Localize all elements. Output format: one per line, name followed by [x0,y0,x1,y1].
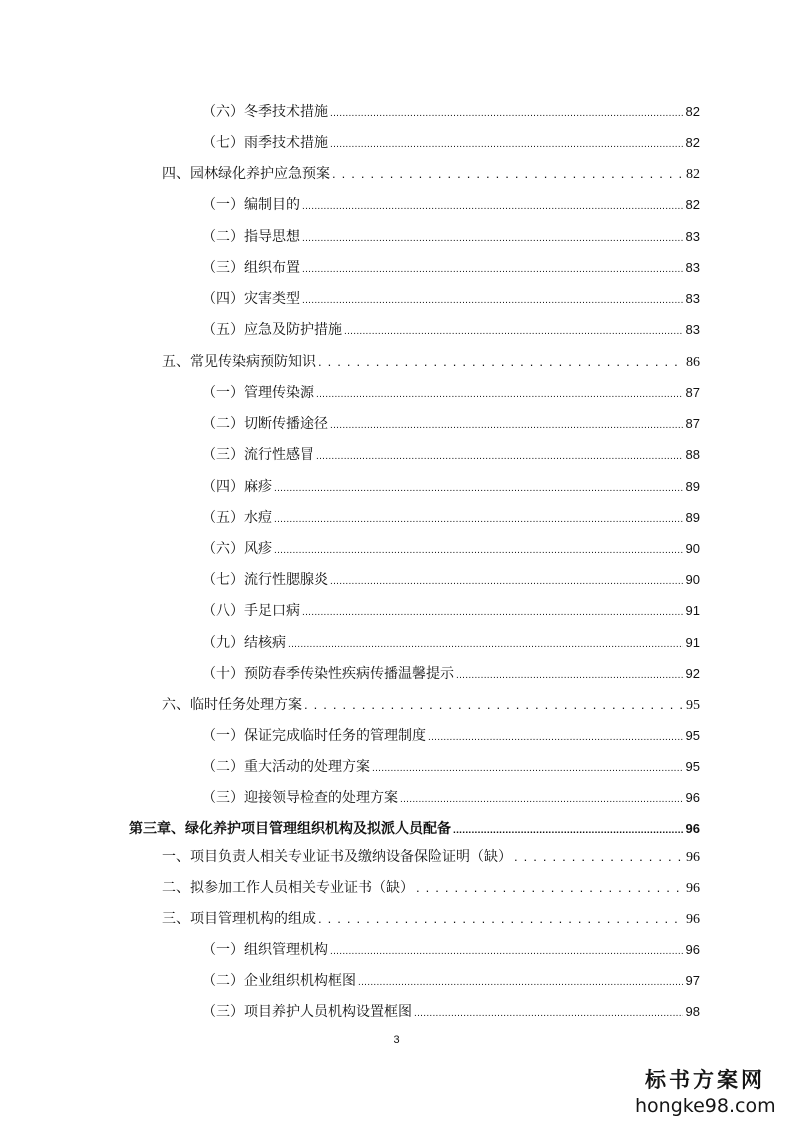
dot-leader [330,412,683,437]
toc-entry-number: 五、 [162,354,190,370]
toc-entry-page: 95 [686,698,700,713]
toc-entry[interactable] [202,755,700,777]
dot-leader [456,662,683,687]
dot-leader [302,225,683,250]
toc-entry[interactable] [202,1000,700,1022]
toc-entry[interactable] [202,662,700,684]
toc-entry-title: 拟参加工作人员相关专业证书（缺） [190,880,414,896]
toc-entry[interactable] [162,907,700,929]
toc-entry-title: 风疹 [244,541,272,557]
toc-entry-title: 临时任务处理方案 [190,697,302,713]
toc-entry-page: 90 [685,541,700,556]
toc-entry-number: （三） [202,790,244,806]
toc-entry[interactable] [202,475,700,497]
toc-entry-number: 三、 [162,911,190,927]
toc-entry-page: 88 [685,447,700,462]
toc-entry-page: 89 [685,510,700,525]
dot-leader [416,876,683,899]
toc-entry[interactable] [162,350,700,372]
dot-leader [274,537,683,562]
toc-entry-title: 结核病 [244,635,286,651]
toc-entry-number: （一） [202,728,244,744]
toc-entry-title: 应急及防护措施 [244,322,342,338]
watermark-logo [635,1068,775,1118]
toc-entry-title: 企业组织机构框图 [244,973,356,989]
toc-entry[interactable] [202,537,700,559]
toc-entry-page: 96 [685,790,700,805]
toc-entry-title: 第三章、绿化养护项目管理组织机构及拟派人员配备 [129,821,451,837]
toc-entry-number: 二、 [162,880,190,896]
toc-entry[interactable] [202,938,700,960]
toc-entry-page: 92 [685,666,700,681]
dot-leader [330,568,683,593]
toc-entry-title: 编制目的 [244,197,300,213]
dot-leader [302,287,683,312]
toc-entry-title: 流行性感冒 [244,447,314,463]
toc-entry-page: 95 [685,728,700,743]
toc-entry-title: 管理传染源 [244,385,314,401]
toc-entry-number: （一） [202,385,244,401]
dot-leader [274,506,683,531]
toc-entry[interactable] [202,381,700,403]
toc-entry-page: 96 [686,912,700,927]
toc-entry-title: 组织布置 [244,260,300,276]
toc-entry-number: （三） [202,260,244,276]
toc-entry-page: 87 [685,385,700,400]
toc-entry-page: 97 [685,973,700,988]
dot-leader [330,938,683,963]
toc-entry-number: （四） [202,291,244,307]
toc-entry-number: （十） [202,666,244,682]
toc-entry-number: 六、 [162,697,190,713]
toc-entry[interactable] [202,631,700,653]
toc-entry[interactable] [202,724,700,746]
dot-leader [302,193,683,218]
toc-entry[interactable] [162,162,700,184]
toc-entry[interactable] [202,256,700,278]
toc-entry-title: 流行性腮腺炎 [244,572,328,588]
toc-entry-page: 91 [685,603,700,618]
toc-entry-number: （六） [202,541,244,557]
dot-leader [414,1000,683,1025]
toc-entry-title: 保证完成临时任务的管理制度 [244,728,426,744]
toc-entry-title: 手足口病 [244,603,300,619]
toc-entry-page: 83 [685,260,700,275]
toc-entry-page: 86 [686,355,700,370]
toc-entry-title: 组织管理机构 [244,942,328,958]
toc-entry[interactable] [202,193,700,215]
toc-entry-number: （八） [202,603,244,619]
toc-entry-page: 96 [685,942,700,957]
watermark-text-en: hongke98.com [635,1095,776,1117]
toc-chapter-entry[interactable] [129,817,700,839]
toc-entry-title: 雨季技术措施 [244,135,328,151]
toc-entry-title: 园林绿化养护应急预案 [190,166,330,182]
dot-leader [400,786,683,811]
toc-entry-number: （二） [202,229,244,245]
toc-entry-page: 83 [685,291,700,306]
toc-entry-number: （七） [202,572,244,588]
dot-leader [316,381,683,406]
dot-leader [274,475,683,500]
toc-entry-number: 一、 [162,849,190,865]
toc-entry-number: （一） [202,942,244,958]
toc-entry-title: 预防春季传染性疾病传播温馨提示 [244,666,454,682]
dot-leader [304,693,683,716]
toc-entry[interactable] [202,599,700,621]
dot-leader [318,907,683,930]
toc-entry[interactable] [162,693,700,715]
toc-entry-page: 90 [685,572,700,587]
toc-entry-title: 麻疹 [244,479,272,495]
toc-entry[interactable] [162,845,700,867]
dot-leader [288,631,683,656]
dot-leader [344,318,683,343]
toc-entry-page: 98 [685,1004,700,1019]
toc-entry[interactable] [202,506,700,528]
page-number: 3 [393,1034,400,1046]
toc-entry-title: 常见传染病预防知识 [190,354,316,370]
toc-entry-page: 96 [685,821,700,836]
toc-entry-page: 91 [685,635,700,650]
dot-leader [428,724,683,749]
toc-entry[interactable] [202,131,700,153]
toc-entry-title: 冬季技术措施 [244,104,328,120]
toc-entry[interactable] [202,969,700,991]
toc-entry-title: 项目管理机构的组成 [190,911,316,927]
toc-entry-number: （四） [202,479,244,495]
dot-leader [316,443,683,468]
dot-leader [332,162,683,185]
toc-entry-page: 89 [685,479,700,494]
toc-entry-page: 96 [686,881,700,896]
toc-entry-page: 96 [686,850,700,865]
toc-entry[interactable] [202,568,700,590]
toc-entry[interactable] [202,786,700,808]
toc-entry-number: （二） [202,759,244,775]
toc-entry[interactable] [162,876,700,898]
toc-entry-page: 87 [685,416,700,431]
toc-entry[interactable] [202,225,700,247]
toc-entry[interactable] [202,318,700,340]
toc-entry-title: 切断传播途径 [244,416,328,432]
toc-entry-number: 四、 [162,166,190,182]
toc-entry-number: （五） [202,322,244,338]
dot-leader [330,100,683,125]
dot-leader [453,817,683,842]
dot-leader [302,599,683,624]
watermark-text-cn: 标书方案网 [645,1067,765,1092]
toc-entry-page: 82 [685,135,700,150]
toc-entry-title: 迎接领导检查的处理方案 [244,790,398,806]
toc-entry-title: 重大活动的处理方案 [244,759,370,775]
toc-entry-title: 项目负责人相关专业证书及缴纳设备保险证明（缺） [190,849,512,865]
toc-entry-title: 灾害类型 [244,291,300,307]
toc-entry-number: （二） [202,416,244,432]
toc-entry-number: （二） [202,973,244,989]
toc-entry-number: （九） [202,635,244,651]
dot-leader [358,969,683,994]
toc-entry-page: 83 [685,229,700,244]
toc-entry-number: （七） [202,135,244,151]
toc-entry-number: （三） [202,447,244,463]
toc-entry[interactable] [202,412,700,434]
toc-entry-title: 项目养护人员机构设置框图 [244,1004,412,1020]
toc-entry-number: （六） [202,104,244,120]
dot-leader [318,350,683,373]
dot-leader [302,256,683,281]
toc-entry[interactable] [202,100,700,122]
dot-leader [330,131,683,156]
toc-entry-page: 83 [685,322,700,337]
toc-entry[interactable] [202,443,700,465]
toc-entry-title: 指导思想 [244,229,300,245]
toc-entry-page: 95 [685,759,700,774]
toc-entry-page: 82 [686,167,700,182]
toc-entry-number: （五） [202,510,244,526]
dot-leader [372,755,683,780]
toc-entry-title: 水痘 [244,510,272,526]
toc-entry-page: 82 [685,104,700,119]
toc-entry-number: （一） [202,197,244,213]
toc-entry-page: 82 [685,197,700,212]
toc-entry-number: （三） [202,1004,244,1020]
toc-entry[interactable] [202,287,700,309]
dot-leader [514,845,683,868]
